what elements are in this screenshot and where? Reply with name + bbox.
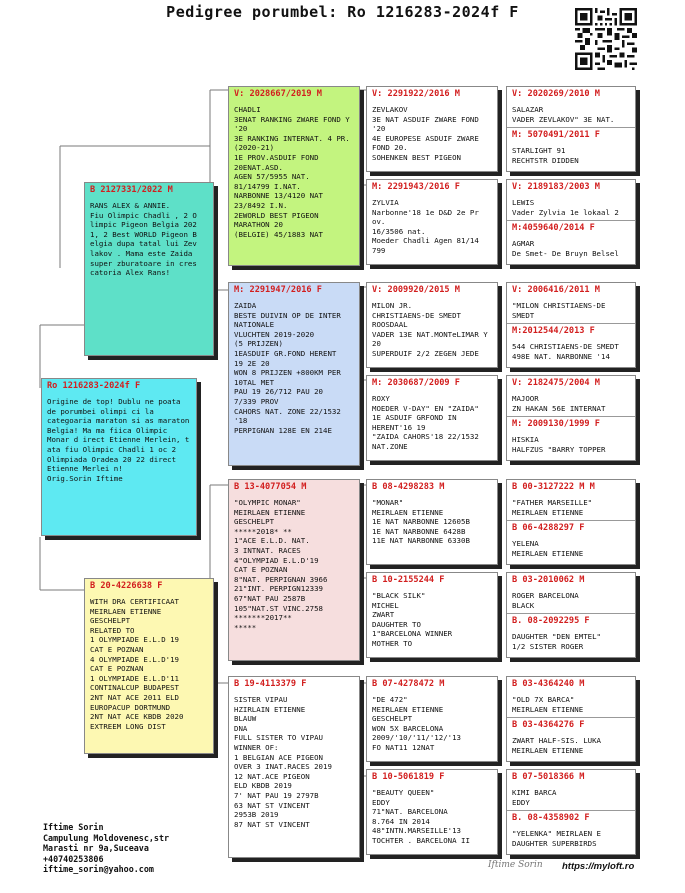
subject-pigeon-card (41, 378, 197, 536)
breeder-email[interactable]: iftime_sorin@yahoo.com (43, 864, 154, 875)
gen5-pair-card (506, 86, 636, 172)
gen4-ring-number: V: 2009920/2015 M (372, 285, 460, 295)
gen5-dam-desc: YELENA MEIRLAEN ETIENNE (512, 539, 584, 558)
breeder-name: Iftime Sorin (43, 822, 104, 832)
dam-ring-number: B 20-4226638 F (90, 581, 163, 591)
gen5-dam-desc: 544 CHRISTIAENS-DE SMEDT 498E NAT. NARBONNE '14 (512, 342, 619, 361)
gen5-dam-desc: HISKIA HALFZUS "BARRY TOPPER (512, 435, 606, 454)
gen4-card (366, 572, 498, 658)
gen5-sire-desc: "FATHER MARSEILLE" MEIRLAEN ETIENNE (512, 498, 593, 517)
subject-description: Origine de top! Dublu ne poata de porumbei olimpi ci la categoaria maraton si as maraton Belgia! Ma ma fiica Olimpic Monar d irect Etienne Merlein, t ata fiu Olimpic Chadli 1 oc 2 Olimpiada Oradea 20 22 direct Etienne Merlei n! Orig.Sorin Iftime (47, 397, 190, 483)
gen3-ring-number: B 13-4077054 M (234, 482, 307, 492)
gen5-sire-desc: ROGER BARCELONA BLACK (512, 591, 579, 610)
handwritten-signature: Iftime Sorin (488, 860, 543, 870)
breeder-phone: +40740253806 (43, 853, 104, 864)
gen3-description: SISTER VIPAU HZIRLAIN ETIENNE BLAUW DNA FULL SISTER TO VIPAU WINNER OF: 1 BELGIAN ACE PIGEON OVER 3 INAT.RACES 2019 12 NAT.ACE PIGEON ELD KBDB 2019 7' NAT PAU 19 2797B 63 NAT ST VINCENT 2953B 2019 87 NAT ST VINCENT (234, 695, 332, 829)
gen3-description: ZAIDA BESTE DUIVIN OP DE INTER NATIONALE VLUCHTEN 2019-2020 (5 PRIJZEN) 1EASDUIF GR.FOND HERENT 19 2E 20 WON 8 PRIJZEN +800KM PER 10TAL MET PAU 19 26/712 PAU 20 7/339 PROV CAHORS NAT. ZONE 22/1532 '18 PERPIGNAN 128E EN 214E (234, 301, 341, 435)
gen4-card (366, 179, 498, 265)
gen5-pair-card (506, 769, 636, 855)
gen4-card (366, 282, 498, 368)
gen5-sire-ring: B 00-3127222 M M (512, 482, 595, 492)
gen3-ring-number: V: 2028667/2019 M (234, 89, 322, 99)
gen4-ring-number: V: 2291922/2016 M (372, 89, 460, 99)
gen4-ring-number: M: 2030687/2009 F (372, 378, 460, 388)
gen4-description: "MONAR" MEIRLAEN ETIENNE 1E NAT NARBONNE 12605B 1E NAT NARBONNE 6428B 11E NAT NARBONNE 6330B (372, 498, 470, 546)
granddam-sire-card (228, 282, 360, 466)
gen5-pair-card (506, 572, 636, 658)
gen4-description: ZEVLAKOV 3E NAT ASDUIF ZWARE FOND '20 4E EUROPESE ASDUIF ZWARE FOND 20. SOHENKEN BEST PIGEON (372, 105, 479, 162)
website-link[interactable]: https://myloft.ro (562, 861, 635, 872)
gen5-sire-ring: V: 2182475/2004 M (512, 378, 600, 388)
gen5-sire-desc: "OLD 7X BARCA" MEIRLAEN ETIENNE (512, 695, 584, 714)
gen5-pair-card (506, 282, 636, 368)
gen5-sire-desc: SALAZAR VADER ZEVLAKOV" 3E NAT. (512, 105, 615, 124)
gen5-dam-ring: M:4059640/2014 F (512, 223, 595, 234)
gen4-card (366, 86, 498, 172)
gen5-sire-ring: B 03-4364240 M (512, 679, 585, 689)
gen4-card (366, 676, 498, 762)
dam-description: WITH DRA CERTIFICAAT MEIRLAEN ETIENNE GESCHELPT RELATED TO 1 OLYMPIADE E.L.D 19 CAT E POZNAN 4 OLYMPIADE E.L.D'19 CAT E POZNAN 1 OLYMPIADE E.L.D'11 CONTINALCUP BUDAPEST 2NT NAT ACE 2011 ELD EUROPACUP DORTMUND 2NT NAT ACE KBDB 2020 EXTREEM LONG DIST (90, 597, 184, 731)
gen5-pair-card (506, 676, 636, 762)
gen5-sire-desc: "MILON CHRISTIAENS-DE SMEDT (512, 301, 610, 320)
gen5-sire-ring: V: 2020269/2010 M (512, 89, 600, 99)
sire-description: RANS ALEX & ANNIE. Fiu Olimpic Chadli , 2 O limpic Pigeon Belgia 202 1, 2 Best WORLD Pigeon B elgia dupa tatal lui Zev lakov . Mama este Zaida super zburatoare in cres catoria Alex Rans! (90, 201, 197, 278)
gen5-dam-ring: B. 08-2092295 F (512, 616, 590, 627)
granddam-dam-card (228, 676, 360, 858)
gen3-ring-number: B 19-4113379 F (234, 679, 307, 689)
dam-card (84, 578, 214, 754)
gen5-sire-ring: B 03-2010062 M (512, 575, 585, 585)
gen4-ring-number: B 10-5061819 F (372, 772, 445, 782)
gen4-card (366, 769, 498, 855)
gen5-pair-card (506, 375, 636, 461)
breeder-address-line1: Campulung Moldovenesc,str (43, 832, 170, 843)
gen4-description: ZYLVIA Narbonne'18 1e D&D 2e Pr ov. 16/3506 nat. Moeder Chadli Agen 81/14 799 (372, 198, 479, 255)
gen4-card (366, 375, 498, 461)
breeder-address-line2: Marasti nr 9a,Suceava (43, 843, 149, 854)
gen4-description: "BLACK SILK" MICHEL ZWART DAUGHTER TO 1"BARCELONA WINNER MOTHER TO (372, 591, 453, 648)
gen4-card (366, 479, 498, 565)
gen5-dam-ring: B. 08-4358902 F (512, 813, 590, 824)
sire-card (84, 182, 214, 356)
subject-ring-number: Ro 1216283-2024f F (47, 381, 141, 391)
gen5-dam-ring: M: 2009130/1999 F (512, 419, 600, 430)
gen3-ring-number: M: 2291947/2016 F (234, 285, 322, 295)
gen4-description: "BEAUTY QUEEN" EDDY 71"NAT. BARCELONA 8.764 IN 2014 48"INTN.MARSEILLE'13 TOCHTER . BARCELONA II (372, 788, 470, 845)
gen5-dam-desc: STARLIGHT 91 RECHTSTR DIDDEN (512, 146, 579, 165)
page-title: Pedigree porumbel: Ro 1216283-2024f F (166, 3, 519, 21)
gen5-dam-ring: M: 5070491/2011 F (512, 130, 600, 141)
gen4-ring-number: B 08-4298283 M (372, 482, 445, 492)
gen4-description: MILON JR. CHRISTIAENS-DE SMEDT ROOSDAAL VADER 13E NAT.MONTeLIMAR Y 20 SUPERDUIF 2/2 ZEGEN JEDE (372, 301, 488, 358)
gen5-sire-ring: V: 2189183/2003 M (512, 182, 600, 192)
gen5-dam-ring: M:2012544/2013 F (512, 326, 595, 337)
grandsire-sire-card (228, 86, 360, 266)
gen4-ring-number: B 10-2155244 F (372, 575, 445, 585)
breeder-contact (43, 822, 169, 875)
gen5-sire-ring: B 07-5018366 M (512, 772, 585, 782)
gen5-dam-ring: B 03-4364276 F (512, 720, 585, 731)
gen5-sire-ring: V: 2006416/2011 M (512, 285, 600, 295)
gen5-sire-desc: MAJOOR ZN HAKAN 56E INTERNAT (512, 394, 606, 413)
sire-ring-number: B 2127331/2022 M (90, 185, 173, 195)
gen5-dam-desc: "YELENKA" MEIRLAEN E DAUGHTER SUPERBIRDS (512, 829, 601, 848)
gen5-dam-desc: AGMAR De Smet- De Bruyn Belsel (512, 239, 619, 258)
gen5-sire-desc: KIMI BARCA EDDY (512, 788, 557, 807)
gen5-pair-card (506, 479, 636, 565)
gen5-dam-ring: B 06-4288297 F (512, 523, 585, 534)
gen5-pair-card (506, 179, 636, 265)
gen3-description: "OLYMPIC MONAR" MEIRLAEN ETIENNE GESCHELPT *****2018* ** 1"ACE E.L.D. NAT. 3 INTNAT. RACES 4"OLYMPIAD E.L.D'19 CAT E POZNAN 8"NAT. PERPIGNAN 3966 21"INT. PERPIGN12339 67"NAT PAU 2587B 105"NAT.ST VINC.2758 *******2017** ***** (234, 498, 328, 632)
gen4-ring-number: M: 2291943/2016 F (372, 182, 460, 192)
grandsire-dam-card (228, 479, 360, 661)
gen4-description: ROXY MOEDER V-DAY" EN "ZAIDA" 1E ASDUIF GRFOND IN HERENT'16 19 "ZAIDA CAHORS'18 22/1532 NAT.ZONE (372, 394, 479, 451)
gen5-dam-desc: DAUGHTER "DEN EMTEL" 1/2 SISTER ROGER (512, 632, 601, 651)
gen5-dam-desc: ZWART HALF-SIS. LUKA MEIRLAEN ETIENNE (512, 736, 601, 755)
gen5-sire-desc: LEWIS Vader Zylvia 1e lokaal 2 (512, 198, 619, 217)
gen4-description: "DE 472" MEIRLAEN ETIENNE GESCHELPT WON 5X BARCELONA 2009/'10/'11/'12/'13 FO NAT11 12NAT (372, 695, 461, 752)
gen3-description: CHADLI 3ENAT RANKING ZWARE FOND Y '20 3E RANKING INTERNAT. 4 PR.(2020-21) 1E PROV.ASDUIF FOND 20ENAT.ASD. AGEN 57/5955 NAT. 81/14799 I.NAT. NARBONNE 13/4120 NAT 23/8492 I.N. 2EWORLD BEST PIGEON MARATHON 20 (BELGIE) 45/1883 NAT (234, 105, 350, 239)
gen4-ring-number: B 07-4278472 M (372, 679, 445, 689)
